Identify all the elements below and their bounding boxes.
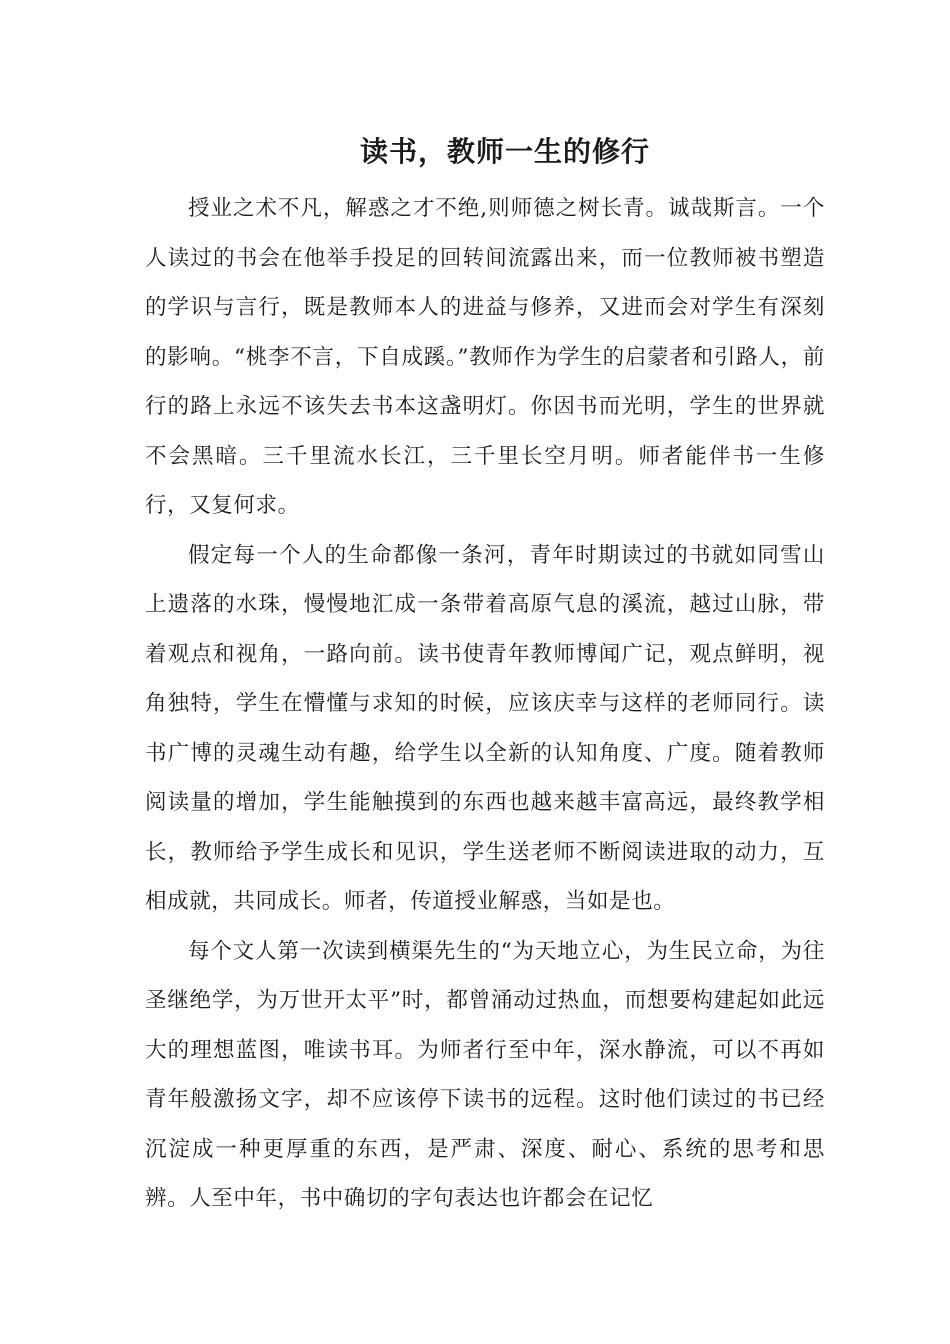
document-title: 读书，教师一生的修行 xyxy=(359,135,650,168)
document-body xyxy=(145,184,825,1224)
paragraph-3: 每个文人第一次读到横渠先生的“为天地立心，为生民立命，为往圣继绝学，为万世开太平”时，都曾涌动过热血，而想要构建起如此远大的理想蓝图，唯读书耳。为师者行至中年，深水静流，可以不再如青年般激扬文字，却不应该停下读书的远程。这时他们读过的书已经沉淀成一种更厚重的东西，是严肃、深度、耐心、系统的思考和思辨。人至中年，书中确切的字句表达也许都会在记忆 xyxy=(145,938,825,1211)
paragraph-1: 授业之术不凡，解惑之才不绝,则师德之树长青。诚哉斯言。一个人读过的书会在他举手投足的回转间流露出来，而一位教师被书塑造的学识与言行，既是教师本人的进益与修养，又进而会对学生有深刻的影响。“桃李不言，下自成蹊。”教师作为学生的启蒙者和引路人，前行的路上永远不该失去书本这盏明灯。你因书而光明，学生的世界就不会黑暗。三千里流水长江，三千里长空月明。师者能伴书一生修行，又复何求。 xyxy=(145,196,825,518)
paragraph-2: 假定每一个人的生命都像一条河，青年时期读过的书就如同雪山上遗落的水珠，慢慢地汇成一条带着高原气息的溪流，越过山脉，带着观点和视角，一路向前。读书使青年教师博闻广记，观点鲜明，视角独特，学生在懵懂与求知的时候，应该庆幸与这样的老师同行。读书广博的灵魂生动有趣，给学生以全新的认知角度、广度。随着教师阅读量的增加，学生能触摸到的东西也越来越丰富高远，最终教学相长，教师给予学生成长和见识，学生送老师不断阅读进取的动力，互相成就，共同成长。师者，传道授业解惑，当如是也。 xyxy=(145,542,825,914)
